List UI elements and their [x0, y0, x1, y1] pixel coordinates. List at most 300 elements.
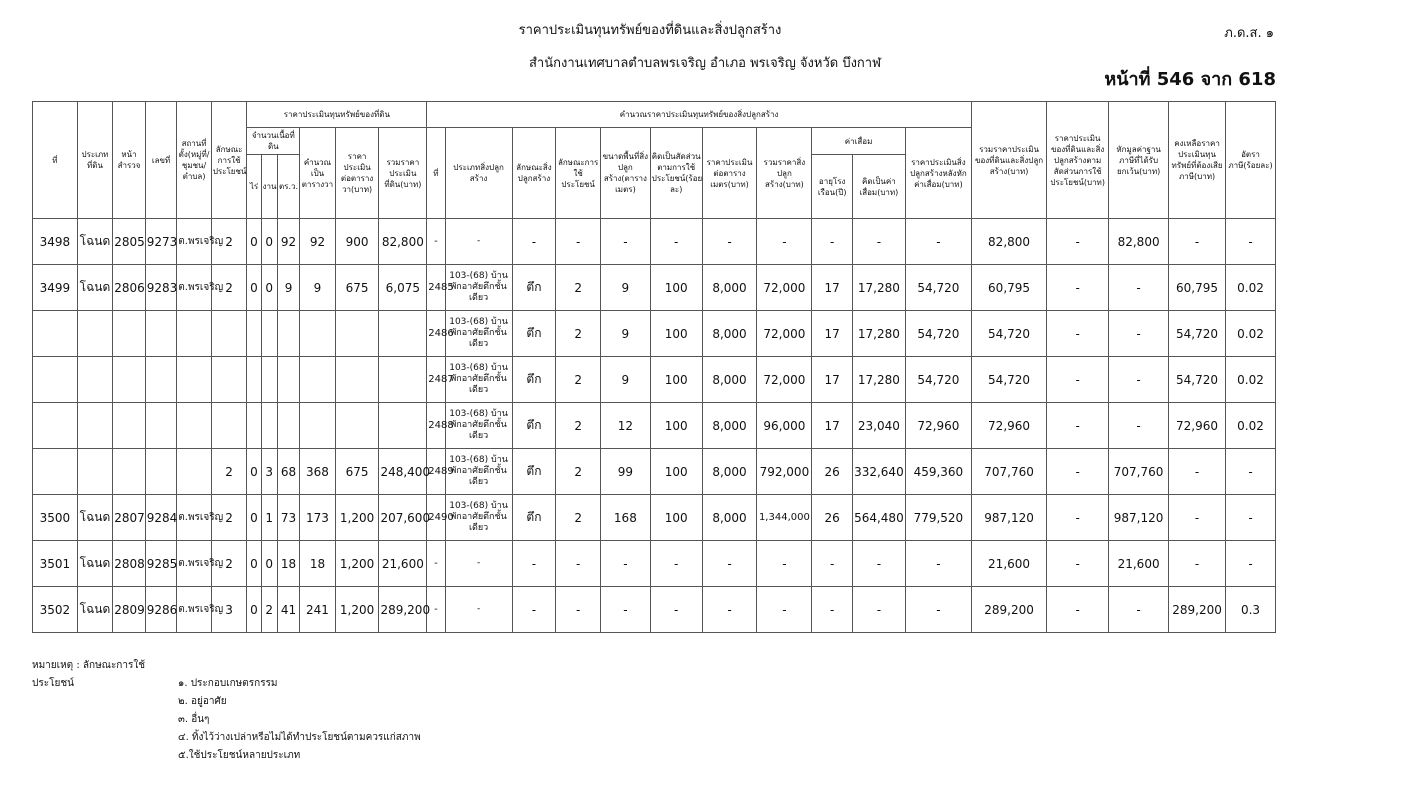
cell-wa	[277, 357, 299, 403]
cell-share-by-usage: -	[1047, 495, 1109, 541]
cell-building-usage: -	[556, 541, 601, 587]
cell-building-size: 99	[600, 449, 650, 495]
cell-building-percent: 100	[650, 357, 702, 403]
table-row	[33, 219, 1276, 265]
cell-location: ต.พรเจริญ	[177, 495, 212, 541]
cell-depreciation: 17,280	[852, 311, 905, 357]
note-item: ๕.ใช้ประโยชน์หลายประเภท	[178, 750, 301, 761]
cell-building-kind: ตึก	[512, 265, 556, 311]
cell-land-total: 289,200	[379, 587, 427, 633]
cell-usage	[211, 357, 247, 403]
cell-deduction: 21,600	[1109, 541, 1169, 587]
col-tax-rate: อัตราภาษี(ร้อยละ)	[1225, 102, 1275, 219]
note-item: ๔. ทิ้งไว้ว่างเปล่าหรือไม่ได้ทำประโยชน์ตามควรแก่สภาพ	[178, 732, 421, 743]
cell-wa: 92	[277, 219, 299, 265]
cell-building-age: 17	[812, 403, 853, 449]
cell-building-usage: 2	[556, 495, 601, 541]
cell-building-age: -	[812, 219, 853, 265]
cell-depreciation: -	[852, 541, 905, 587]
cell-location: ต.พรเจริญ	[177, 219, 212, 265]
cell-building-usage: -	[556, 219, 601, 265]
col-doc-no: เลขที่	[145, 102, 177, 219]
table-row	[33, 311, 1276, 357]
cell-wa: 73	[277, 495, 299, 541]
cell-usage: 2	[211, 265, 247, 311]
cell-usage: 2	[211, 219, 247, 265]
cell-usage: 3	[211, 587, 247, 633]
cell-after-depreciation: 54,720	[905, 357, 971, 403]
cell-tax-rate: 0.3	[1225, 587, 1275, 633]
cell-land-total: 207,600	[379, 495, 427, 541]
cell-after-depreciation: -	[905, 219, 971, 265]
cell-rai	[247, 311, 261, 357]
cell-doc-no: 9284	[145, 495, 177, 541]
cell-land-total: 6,075	[379, 265, 427, 311]
cell-share-by-usage: -	[1047, 403, 1109, 449]
col-building-percent: คิดเป็นสัดส่วนตามการใช้ประโยชน์(ร้อยละ)	[650, 128, 702, 219]
cell-no	[33, 449, 78, 495]
cell-sum-land-building: 707,760	[971, 449, 1046, 495]
cell-building-kind: ตึก	[512, 449, 556, 495]
cell-building-age: 17	[812, 265, 853, 311]
cell-location	[177, 449, 212, 495]
cell-no: 3501	[33, 541, 78, 587]
cell-location: ต.พรเจริญ	[177, 541, 212, 587]
cell-tax-rate: -	[1225, 449, 1275, 495]
cell-share-by-usage: -	[1047, 357, 1109, 403]
cell-building-price-sqm: -	[702, 219, 757, 265]
cell-doc-no	[145, 357, 177, 403]
cell-tax-rate: 0.02	[1225, 265, 1275, 311]
cell-remaining: 289,200	[1169, 587, 1226, 633]
col-building-size: ขนาดพื้นที่สิ่งปลูกสร้าง(ตารางเมตร)	[600, 128, 650, 219]
cell-survey-page	[113, 311, 146, 357]
cell-doc-no: 9285	[145, 541, 177, 587]
cell-deduction: -	[1109, 311, 1169, 357]
cell-no: 3499	[33, 265, 78, 311]
cell-total-wa: 92	[300, 219, 336, 265]
cell-sum-land-building: 289,200	[971, 587, 1046, 633]
cell-rai: 0	[247, 587, 261, 633]
cell-land-type: โฉนด	[77, 219, 113, 265]
cell-depreciation: 564,480	[852, 495, 905, 541]
cell-building-type: 103-(68) บ้านพักอาศัยตึกชั้นเดียว	[445, 449, 512, 495]
cell-building-type: 103-(68) บ้านพักอาศัยตึกชั้นเดียว	[445, 495, 512, 541]
cell-land-total: 82,800	[379, 219, 427, 265]
cell-tax-rate: 0.02	[1225, 403, 1275, 449]
cell-rai: 0	[247, 219, 261, 265]
cell-building-type: 103-(68) บ้านพักอาศัยตึกชั้นเดียว	[445, 357, 512, 403]
cell-building-usage: 2	[556, 311, 601, 357]
cell-remaining: 54,720	[1169, 311, 1226, 357]
cell-rai: 0	[247, 449, 261, 495]
cell-rai: 0	[247, 541, 261, 587]
cell-depreciation: -	[852, 219, 905, 265]
col-no: ที่	[33, 102, 78, 219]
cell-ngan: 2	[261, 587, 277, 633]
cell-share-by-usage: -	[1047, 311, 1109, 357]
cell-wa	[277, 311, 299, 357]
cell-building-no: 2489	[427, 449, 445, 495]
cell-building-type: 103-(68) บ้านพักอาศัยตึกชั้นเดียว	[445, 311, 512, 357]
cell-total-wa: 368	[300, 449, 336, 495]
cell-survey-page: 2809	[113, 587, 146, 633]
cell-building-total: 96,000	[757, 403, 812, 449]
cell-doc-no	[145, 449, 177, 495]
cell-usage: 2	[211, 495, 247, 541]
cell-sum-land-building: 54,720	[971, 311, 1046, 357]
cell-building-age: 26	[812, 449, 853, 495]
cell-share-by-usage: -	[1047, 219, 1109, 265]
cell-share-by-usage: -	[1047, 587, 1109, 633]
col-building-kind: ลักษณะสิ่งปลูกสร้าง	[512, 128, 556, 219]
cell-price-per-wa	[335, 311, 379, 357]
cell-building-usage: 2	[556, 449, 601, 495]
cell-usage	[211, 403, 247, 449]
cell-land-type	[77, 449, 113, 495]
cell-total-wa: 9	[300, 265, 336, 311]
cell-total-wa	[300, 311, 336, 357]
cell-no	[33, 357, 78, 403]
cell-building-price-sqm: -	[702, 541, 757, 587]
col-land-type: ประเภทที่ดิน	[77, 102, 113, 219]
page-number: หน้าที่ 546 จาก 618	[1104, 69, 1276, 90]
cell-wa: 9	[277, 265, 299, 311]
cell-doc-no: 9286	[145, 587, 177, 633]
cell-building-kind: ตึก	[512, 495, 556, 541]
col-rai: ไร่	[247, 155, 261, 219]
cell-land-type	[77, 311, 113, 357]
cell-land-type	[77, 403, 113, 449]
cell-building-size: 9	[600, 265, 650, 311]
cell-sum-land-building: 21,600	[971, 541, 1046, 587]
cell-location	[177, 403, 212, 449]
cell-ngan	[261, 311, 277, 357]
cell-location	[177, 357, 212, 403]
col-price-per-wa: ราคาประเมินต่อตารางวา(บาท)	[335, 128, 379, 219]
cell-land-type: โฉนด	[77, 587, 113, 633]
cell-location	[177, 311, 212, 357]
cell-remaining: -	[1169, 449, 1226, 495]
cell-building-percent: 100	[650, 495, 702, 541]
col-location: สถานที่ตั้ง(หมู่ที่/ชุมชน/ตำบล)	[177, 102, 212, 219]
cell-building-no: 2487	[427, 357, 445, 403]
cell-deduction: -	[1109, 587, 1169, 633]
cell-building-price-sqm: 8,000	[702, 449, 757, 495]
cell-sum-land-building: 72,960	[971, 403, 1046, 449]
cell-building-size: -	[600, 541, 650, 587]
col-usage: ลักษณะการใช้ประโยชน์	[211, 102, 247, 219]
cell-building-no: -	[427, 541, 445, 587]
cell-tax-rate: -	[1225, 219, 1275, 265]
cell-building-kind: -	[512, 587, 556, 633]
area-group-header: จำนวนเนื้อที่ดิน	[247, 128, 300, 155]
cell-building-no: 2490	[427, 495, 445, 541]
cell-wa: 18	[277, 541, 299, 587]
cell-remaining: -	[1169, 541, 1226, 587]
cell-building-percent: 100	[650, 449, 702, 495]
cell-remaining: -	[1169, 495, 1226, 541]
cell-doc-no	[145, 403, 177, 449]
cell-building-usage: 2	[556, 265, 601, 311]
cell-deduction: 707,760	[1109, 449, 1169, 495]
document-subtitle: สำนักงานเทศบาลตำบลพรเจริญ อำเภอ พรเจริญ จังหวัด บึงกาฬ	[528, 56, 881, 71]
cell-building-percent: -	[650, 219, 702, 265]
cell-location: ต.พรเจริญ	[177, 265, 212, 311]
cell-building-type: -	[445, 541, 512, 587]
cell-after-depreciation: 779,520	[905, 495, 971, 541]
table-row	[33, 495, 1276, 541]
cell-usage: 2	[211, 541, 247, 587]
cell-building-kind: ตึก	[512, 403, 556, 449]
cell-land-type: โฉนด	[77, 541, 113, 587]
cell-building-total: 72,000	[757, 265, 812, 311]
cell-ngan	[261, 357, 277, 403]
cell-building-percent: -	[650, 587, 702, 633]
cell-wa: 68	[277, 449, 299, 495]
cell-building-age: 17	[812, 357, 853, 403]
cell-wa	[277, 403, 299, 449]
cell-remaining: 54,720	[1169, 357, 1226, 403]
cell-building-age: 26	[812, 495, 853, 541]
land-group-header: ราคาประเมินทุนทรัพย์ของที่ดิน	[247, 102, 427, 128]
cell-building-kind: ตึก	[512, 311, 556, 357]
cell-land-total	[379, 357, 427, 403]
col-land-total: รวมราคาประเมินที่ดิน(บาท)	[379, 128, 427, 219]
cell-land-type: โฉนด	[77, 495, 113, 541]
cell-sum-land-building: 54,720	[971, 357, 1046, 403]
cell-survey-page	[113, 449, 146, 495]
cell-building-usage: 2	[556, 357, 601, 403]
cell-remaining: -	[1169, 219, 1226, 265]
cell-no: 3502	[33, 587, 78, 633]
col-ngan: งาน	[261, 155, 277, 219]
cell-survey-page: 2808	[113, 541, 146, 587]
cell-building-percent: 100	[650, 311, 702, 357]
cell-depreciation: -	[852, 587, 905, 633]
cell-building-price-sqm: 8,000	[702, 265, 757, 311]
table-row	[33, 541, 1276, 587]
cell-building-price-sqm: 8,000	[702, 403, 757, 449]
cell-total-wa: 18	[300, 541, 336, 587]
cell-depreciation: 17,280	[852, 357, 905, 403]
note-item: ๓. อื่นๆ	[178, 714, 210, 725]
table-body	[33, 219, 1276, 633]
col-depreciation: คิดเป็นค่าเสื่อม(บาท)	[852, 155, 905, 219]
cell-building-no: -	[427, 219, 445, 265]
cell-deduction: -	[1109, 265, 1169, 311]
cell-building-kind: ตึก	[512, 357, 556, 403]
col-remaining: คงเหลือราคาประเมินทุนทรัพย์ที่ต้องเสียภาษี(บาท)	[1169, 102, 1226, 219]
table-row	[33, 265, 1276, 311]
cell-building-age: 17	[812, 311, 853, 357]
cell-building-no: 2488	[427, 403, 445, 449]
cell-land-total: 21,600	[379, 541, 427, 587]
cell-building-size: 12	[600, 403, 650, 449]
cell-ngan: 1	[261, 495, 277, 541]
cell-building-price-sqm: 8,000	[702, 357, 757, 403]
cell-share-by-usage: -	[1047, 265, 1109, 311]
cell-deduction: 987,120	[1109, 495, 1169, 541]
cell-building-total: 1,344,000	[757, 495, 812, 541]
col-building-usage: ลักษณะการใช้ประโยชน์	[556, 128, 601, 219]
cell-usage	[211, 311, 247, 357]
cell-building-size: 168	[600, 495, 650, 541]
cell-building-no: 2485	[427, 265, 445, 311]
form-code: ภ.ด.ส. ๑	[1224, 26, 1274, 41]
cell-ngan	[261, 403, 277, 449]
table-row	[33, 449, 1276, 495]
table-row	[33, 403, 1276, 449]
col-building-price-sqm: ราคาประเมินต่อตารางเมตร(บาท)	[702, 128, 757, 219]
cell-rai: 0	[247, 265, 261, 311]
col-wa: ตร.ว.	[277, 155, 299, 219]
cell-price-per-wa: 675	[335, 265, 379, 311]
cell-share-by-usage: -	[1047, 541, 1109, 587]
cell-after-depreciation: 72,960	[905, 403, 971, 449]
notes-label: หมายเหตุ : ลักษณะการใช้ประโยชน์	[32, 660, 146, 689]
cell-no	[33, 403, 78, 449]
cell-building-total: -	[757, 219, 812, 265]
cell-doc-no: 9283	[145, 265, 177, 311]
cell-after-depreciation: 459,360	[905, 449, 971, 495]
cell-building-total: 72,000	[757, 357, 812, 403]
note-item: ๒. อยู่อาศัย	[178, 696, 227, 707]
cell-total-wa: 173	[300, 495, 336, 541]
cell-tax-rate: 0.02	[1225, 357, 1275, 403]
cell-land-type	[77, 357, 113, 403]
cell-share-by-usage: -	[1047, 449, 1109, 495]
cell-price-per-wa: 1,200	[335, 495, 379, 541]
cell-building-total: -	[757, 587, 812, 633]
table-row	[33, 587, 1276, 633]
cell-ngan: 3	[261, 449, 277, 495]
col-building-age: อายุโรงเรือน(ปี)	[812, 155, 853, 219]
cell-building-total: 792,000	[757, 449, 812, 495]
col-building-total: รวมราคาสิ่งปลูกสร้าง(บาท)	[757, 128, 812, 219]
cell-building-age: -	[812, 541, 853, 587]
cell-total-wa	[300, 403, 336, 449]
cell-building-total: 72,000	[757, 311, 812, 357]
cell-tax-rate: -	[1225, 541, 1275, 587]
cell-building-percent: -	[650, 541, 702, 587]
cell-deduction: 82,800	[1109, 219, 1169, 265]
cell-price-per-wa: 1,200	[335, 587, 379, 633]
cell-total-wa: 241	[300, 587, 336, 633]
cell-building-kind: -	[512, 219, 556, 265]
cell-after-depreciation: 54,720	[905, 265, 971, 311]
cell-building-price-sqm: 8,000	[702, 495, 757, 541]
cell-remaining: 60,795	[1169, 265, 1226, 311]
cell-building-type: 103-(68) บ้านพักอาศัยตึกชั้นเดียว	[445, 403, 512, 449]
cell-price-per-wa: 900	[335, 219, 379, 265]
cell-remaining: 72,960	[1169, 403, 1226, 449]
cell-land-type: โฉนด	[77, 265, 113, 311]
cell-building-type: -	[445, 587, 512, 633]
cell-wa: 41	[277, 587, 299, 633]
cell-tax-rate: -	[1225, 495, 1275, 541]
cell-building-size: -	[600, 587, 650, 633]
col-after-depreciation: ราคาประเมินสิ่งปลูกสร้างหลังหักค่าเสื่อม(บาท)	[905, 128, 971, 219]
cell-price-per-wa	[335, 357, 379, 403]
cell-survey-page: 2805	[113, 219, 146, 265]
cell-rai	[247, 357, 261, 403]
col-building-type: ประเภทสิ่งปลูกสร้าง	[445, 128, 512, 219]
cell-doc-no: 9273	[145, 219, 177, 265]
cell-price-per-wa: 675	[335, 449, 379, 495]
building-group-header: คำนวณราคาประเมินทุนทรัพย์ของสิ่งปลูกสร้าง	[427, 102, 972, 128]
cell-building-type: 103-(68) บ้านพักอาศัยตึกชั้นเดียว	[445, 265, 512, 311]
depreciation-group-header: ค่าเสื่อม	[812, 128, 905, 155]
cell-depreciation: 23,040	[852, 403, 905, 449]
cell-usage: 2	[211, 449, 247, 495]
col-survey-page: หน้าสำรวจ	[113, 102, 146, 219]
cell-building-type: -	[445, 219, 512, 265]
cell-after-depreciation: -	[905, 587, 971, 633]
cell-deduction: -	[1109, 403, 1169, 449]
cell-price-per-wa	[335, 403, 379, 449]
cell-building-kind: -	[512, 541, 556, 587]
col-deduction: หักมูลค่าฐานภาษีที่ได้รับยกเว้น(บาท)	[1109, 102, 1169, 219]
col-total-wa: คำนวณเป็นตารางวา	[300, 128, 336, 219]
cell-building-size: 9	[600, 311, 650, 357]
cell-survey-page	[113, 403, 146, 449]
cell-doc-no	[145, 311, 177, 357]
cell-survey-page: 2807	[113, 495, 146, 541]
cell-building-price-sqm: -	[702, 587, 757, 633]
cell-no: 3498	[33, 219, 78, 265]
document-title: ราคาประเมินทุนทรัพย์ของที่ดินและสิ่งปลูกสร้าง	[518, 23, 782, 38]
notes	[32, 657, 421, 765]
col-building-no: ที่	[427, 128, 445, 219]
cell-building-size: 9	[600, 357, 650, 403]
cell-after-depreciation: -	[905, 541, 971, 587]
cell-price-per-wa: 1,200	[335, 541, 379, 587]
cell-building-age: -	[812, 587, 853, 633]
cell-total-wa	[300, 357, 336, 403]
cell-building-no: 2486	[427, 311, 445, 357]
cell-building-no: -	[427, 587, 445, 633]
cell-ngan: 0	[261, 265, 277, 311]
cell-no: 3500	[33, 495, 78, 541]
cell-building-percent: 100	[650, 403, 702, 449]
cell-rai	[247, 403, 261, 449]
cell-sum-land-building: 987,120	[971, 495, 1046, 541]
cell-building-percent: 100	[650, 265, 702, 311]
cell-after-depreciation: 54,720	[905, 311, 971, 357]
cell-sum-land-building: 60,795	[971, 265, 1046, 311]
cell-no	[33, 311, 78, 357]
col-share-by-usage: ราคาประเมินของที่ดินและสิ่งปลูกสร้างตามสัดส่วนการใช้ประโยชน์(บาท)	[1047, 102, 1109, 219]
cell-sum-land-building: 82,800	[971, 219, 1046, 265]
cell-tax-rate: 0.02	[1225, 311, 1275, 357]
cell-ngan: 0	[261, 219, 277, 265]
cell-land-total: 248,400	[379, 449, 427, 495]
note-item: ๑. ประกอบเกษตรกรรม	[178, 678, 278, 689]
cell-rai: 0	[247, 495, 261, 541]
cell-survey-page: 2806	[113, 265, 146, 311]
cell-depreciation: 332,640	[852, 449, 905, 495]
cell-building-usage: -	[556, 587, 601, 633]
cell-survey-page	[113, 357, 146, 403]
cell-land-total	[379, 311, 427, 357]
cell-ngan: 0	[261, 541, 277, 587]
cell-building-usage: 2	[556, 403, 601, 449]
col-sum-land-building: รวมราคาประเมินของที่ดินและสิ่งปลูกสร้าง(บาท)	[971, 102, 1046, 219]
assessment-table	[32, 101, 1276, 633]
cell-building-size: -	[600, 219, 650, 265]
cell-building-total: -	[757, 541, 812, 587]
